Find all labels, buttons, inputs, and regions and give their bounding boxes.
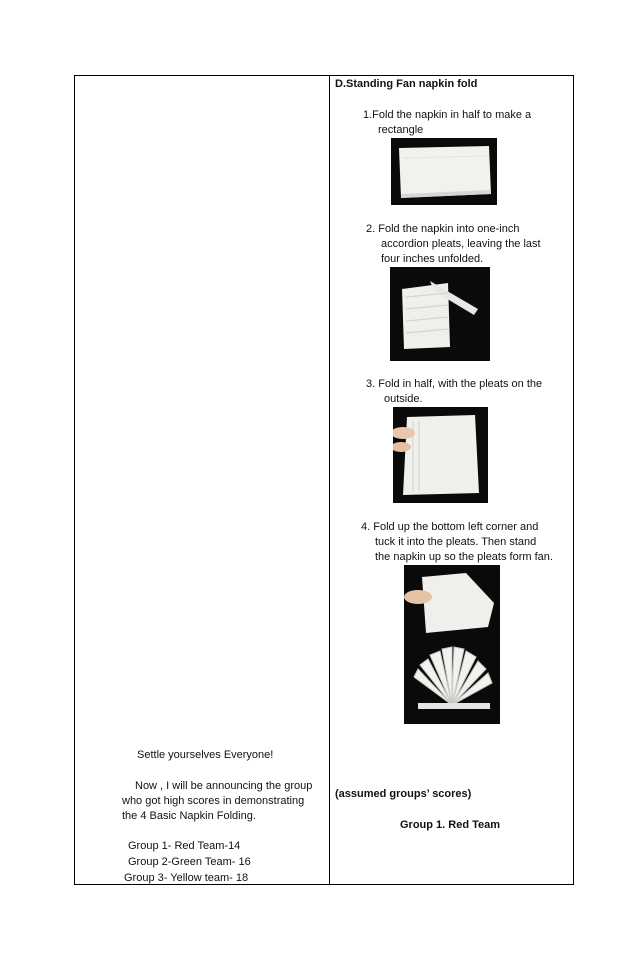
column-divider [329,76,330,884]
settle-text: Settle yourselves Everyone! [137,749,274,761]
group-score-2: Group 2-Green Team- 16 [128,856,251,868]
section-title: D.Standing Fan napkin fold [335,78,478,90]
step-1-line-2: rectangle [378,124,424,136]
step-4-line-3: the napkin up so the pleats form fan. [375,551,553,563]
announce-line-1: Now , I will be announcing the group [135,780,313,792]
step-2-line-1: 2. Fold the napkin into one-inch [366,223,520,235]
group-score-1: Group 1- Red Team-14 [128,840,241,852]
step-2-line-3: four inches unfolded. [381,253,484,265]
step-4-photo [404,565,500,724]
step-2-line-2: accordion pleats, leaving the last [381,238,541,250]
step-3-photo [393,407,488,503]
group-heading: Group 1. Red Team [400,819,501,831]
step-1-photo [391,138,497,205]
group-score-3: Group 3- Yellow team- 18 [124,872,249,884]
step-1-line-1: 1.Fold the napkin in half to make a [363,109,532,121]
step-4-line-1: 4. Fold up the bottom left corner and [361,521,539,533]
step-2-photo [390,267,490,361]
lesson-table [74,75,574,885]
assumed-scores-label: (assumed groups’ scores) [335,788,472,800]
announce-line-3: the 4 Basic Napkin Folding. [122,810,256,822]
announce-line-2: who got high scores in demonstrating [122,795,305,807]
step-4-line-2: tuck it into the pleats. Then stand [375,536,537,548]
step-3-line-1: 3. Fold in half, with the pleats on the [366,378,543,390]
step-3-line-2: outside. [384,393,423,405]
